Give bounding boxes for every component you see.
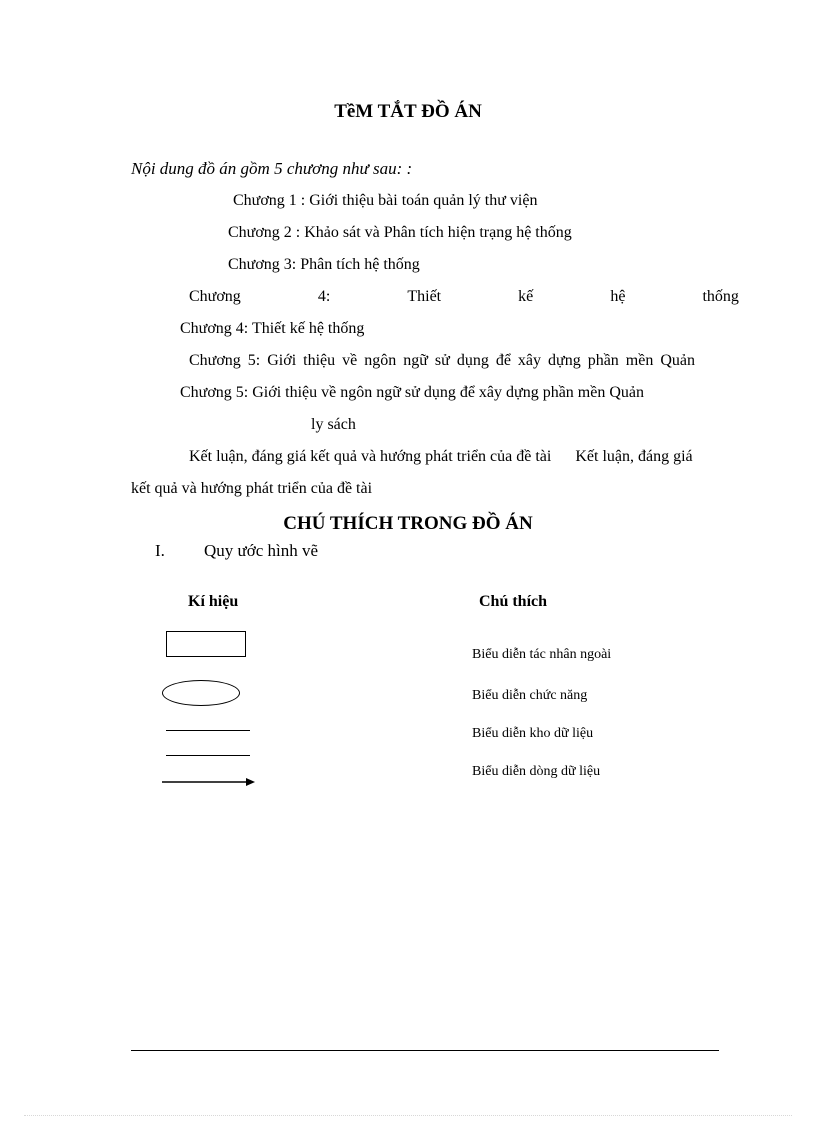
word: Thiết — [407, 288, 442, 305]
footer-divider — [131, 1050, 719, 1051]
chapter-5-justified: Chương 5: Giới thiệu về ngôn ngữ sử dụng để xây dựng phần mền Quản — [189, 352, 695, 369]
data-flow-arrow-icon — [162, 775, 258, 789]
item-title: Quy ước hình vẽ — [204, 541, 319, 560]
external-entity-symbol — [166, 631, 246, 657]
data-store-symbol-top — [166, 730, 250, 731]
page-bottom-divider — [24, 1115, 792, 1116]
conclusion-line-2: kết quả và hướng phát triển của đề tài — [131, 480, 373, 497]
column-header-note: Chú thích — [479, 593, 548, 610]
chapter-4-justified — [189, 288, 739, 306]
word: thống — [702, 288, 739, 305]
chapter-1: Chương 1 : Giới thiệu bài toán quản lý thư viện — [233, 192, 538, 209]
conclusion-line-1: Kết luận, đáng giá kết quả và hướng phát triển của đề tài Kết luận, đáng giá — [189, 448, 693, 465]
section-title: CHÚ THÍCH TRONG ĐỒ ÁN — [283, 513, 533, 534]
word: Chương — [189, 288, 241, 305]
process-symbol — [162, 680, 240, 706]
chapter-4: Chương 4: Thiết kế hệ thống — [180, 320, 365, 337]
word: hệ — [610, 288, 626, 305]
legend-label: Biểu diễn chức năng — [472, 688, 588, 703]
word: kế — [518, 288, 534, 305]
word: 4: — [317, 288, 331, 305]
legend-label: Biểu diễn dòng dữ liệu — [472, 764, 601, 779]
intro-text: Nội dung đồ án gồm 5 chương như sau: : — [131, 159, 413, 178]
data-store-symbol-bottom — [166, 755, 250, 756]
chapter-2: Chương 2 : Khảo sát và Phân tích hiện trạng hệ thống — [228, 224, 572, 241]
page-title: TềM TẮT ĐỒ ÁN — [334, 101, 482, 122]
chapter-3: Chương 3: Phân tích hệ thống — [228, 256, 420, 273]
legend-label: Biểu diễn tác nhân ngoài — [472, 647, 612, 662]
item-number: I. — [155, 541, 165, 560]
column-header-symbol: Kí hiệu — [188, 593, 239, 610]
chapter-5-continuation: ly sách — [311, 416, 356, 433]
chapter-5: Chương 5: Giới thiệu về ngôn ngữ sử dụng để xây dựng phần mền Quản — [180, 384, 644, 401]
legend-label: Biểu diễn kho dữ liệu — [472, 726, 594, 741]
